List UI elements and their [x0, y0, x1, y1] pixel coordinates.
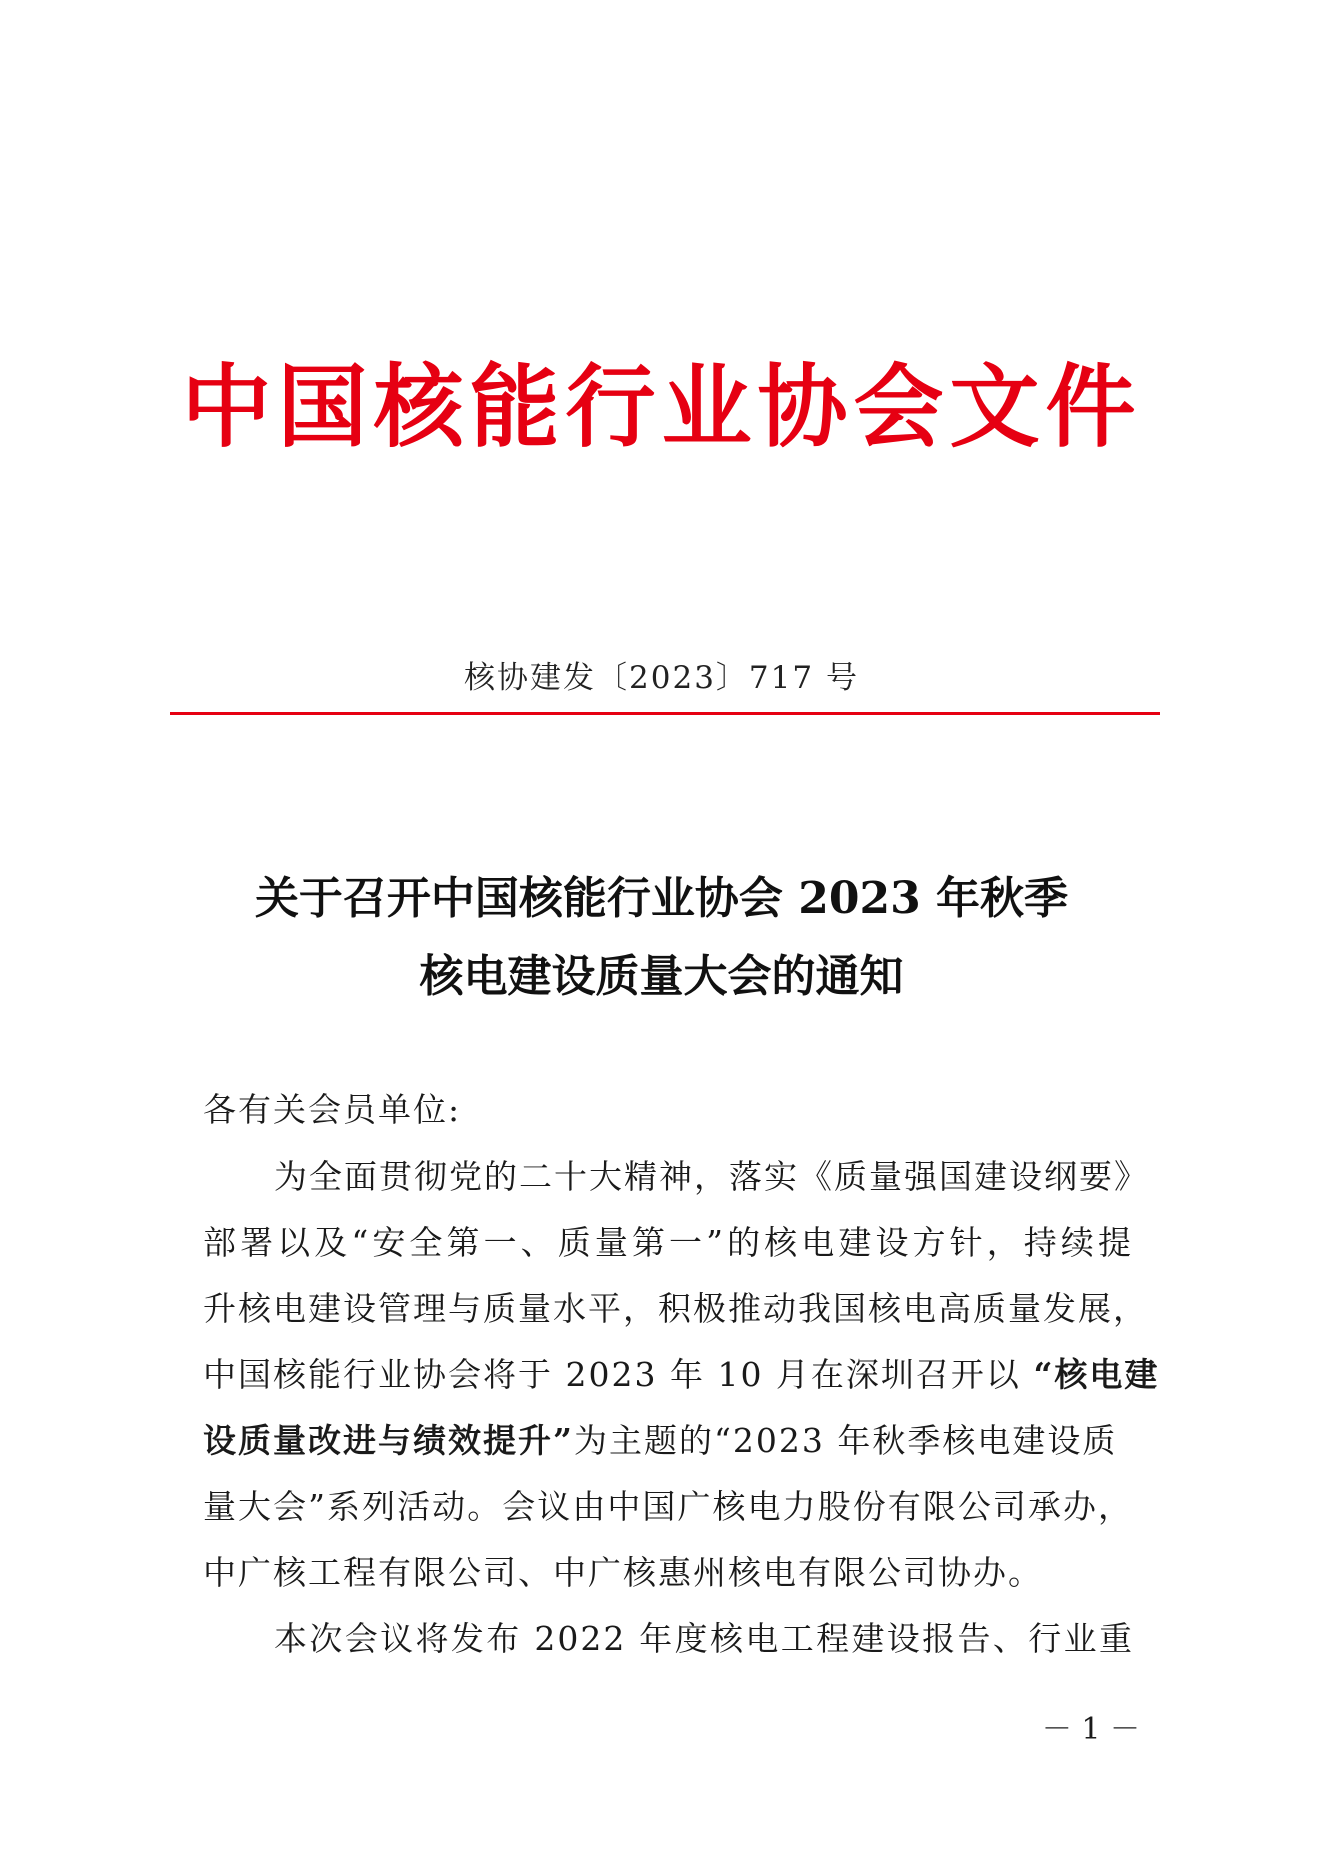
- paragraph-1-line-2: 部署以及“安全第一、质量第一”的核电建设方针，持续提: [203, 1223, 1133, 1262]
- paragraph-1-line-5-text: 为主题的“2023 年秋季核电建设质: [573, 1421, 1118, 1460]
- notice-title-line-2: 核电建设质量大会的通知: [419, 951, 904, 1002]
- document-number: 核协建发〔2023〕717 号: [464, 660, 859, 696]
- paragraph-1-line-4-emphasis: “核电建: [1033, 1355, 1160, 1394]
- paragraph-1-line-4: [203, 1353, 1160, 1397]
- paragraph-1-line-6: 量大会”系列活动。会议由中国广核电力股份有限公司承办，: [203, 1487, 1133, 1526]
- red-separator-line: [170, 712, 1160, 715]
- paragraph-1-line-5-emphasis: 设质量改进与绩效提升”: [203, 1421, 574, 1460]
- page-number: － 1 －: [1041, 1712, 1140, 1747]
- paragraph-1-line-7: 中广核工程有限公司、中广核惠州核电有限公司协办。: [203, 1553, 1043, 1592]
- paragraph-1-line-4-text: 中国核能行业协会将于 2023 年 10 月在深圳召开以: [203, 1355, 1034, 1394]
- salutation: 各有关会员单位:: [203, 1090, 462, 1129]
- notice-title-line-1: 关于召开中国核能行业协会 2023 年秋季: [254, 873, 1069, 924]
- paragraph-2-line-1: 本次会议将发布 2022 年度核电工程建设报告、行业重: [274, 1619, 1134, 1658]
- document-header-title: 中国核能行业协会文件: [181, 354, 1142, 460]
- paragraph-1-line-5: [203, 1419, 1133, 1463]
- paragraph-1-line-1: 为全面贯彻党的二十大精神，落实《质量强国建设纲要》: [274, 1157, 1149, 1196]
- notice-title: [0, 860, 1323, 1016]
- paragraph-1-line-3: 升核电建设管理与质量水平，积极推动我国核电高质量发展，: [203, 1289, 1148, 1328]
